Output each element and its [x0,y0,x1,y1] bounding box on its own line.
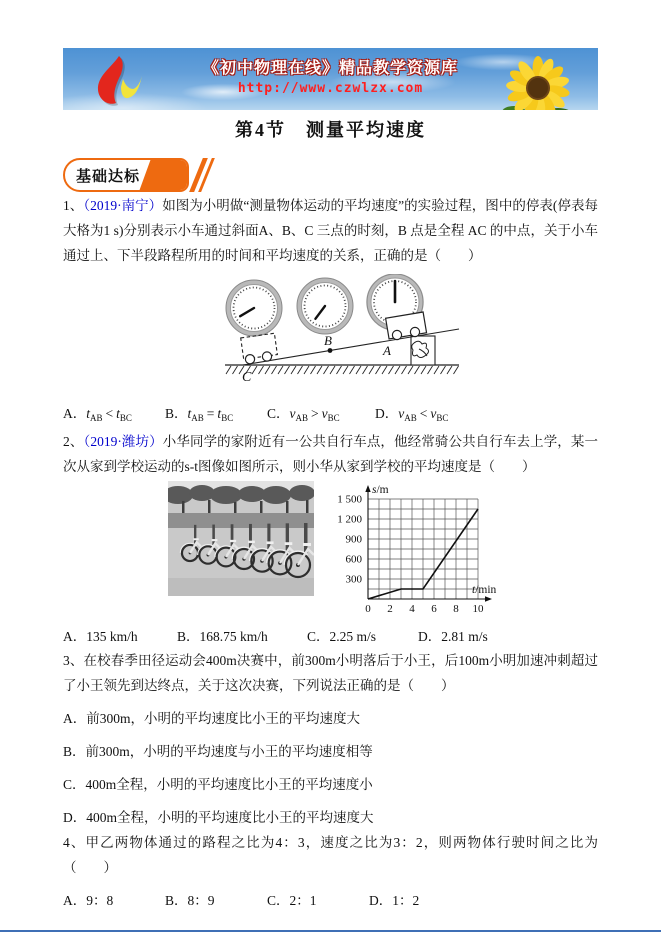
question-3-text: 在校春季田径运动会400m决赛中，前300m小明落后于小王，后100m小明加速冲刺超过了小王领先到达终点，关于这次决赛，下列说法正确的是（ ） [63,653,598,693]
cart-at-c [241,333,278,364]
option-d: D．$v_{AB} < v_{BC}$ [375,406,449,423]
section-badge [63,157,598,193]
question-3-number: 3、 [63,653,84,668]
pavement [168,578,314,596]
tree-trunk [260,501,263,515]
option-b: B．$t_{AB} = t_{BC}$ [165,406,234,423]
x-tick-label: 0 [365,603,371,615]
hedge [168,513,314,528]
y-tick-label: 900 [345,533,362,546]
badge-fill [139,158,189,192]
x-tick-label: 10 [472,603,484,615]
option-c: C．$v_{AB} > v_{BC}$ [267,406,340,423]
x-tick-label: 4 [409,603,415,615]
option-d: D．2.81 m/s [418,629,488,644]
x-tick-label: 6 [431,603,437,615]
y-axis-label: s/m [372,484,389,496]
question-2-number: 2、 [63,434,84,449]
graph-grid [368,499,478,599]
point-c-label: C [242,370,252,385]
tree [289,485,314,501]
x-axis-label: t/min [472,584,497,596]
option-b: B．8：9 [165,893,215,908]
question-4-text: 甲乙两物体通过的路程之比为4：3，速度之比为3：2，则两物体行驶时间之比为（ ） [63,835,599,875]
option-a: A．9：8 [63,893,114,908]
option-b: B．前300m，小明的平均速度与小王的平均速度相等 [63,744,373,759]
site-name: 《初中物理在线》精品教学资源库 [202,60,458,77]
tree-trunk [306,500,309,514]
option-a: A．前300m，小明的平均速度比小王的平均速度大 [63,711,360,726]
tree [210,486,242,504]
x-tick-label: 8 [453,603,459,615]
option-a: A．$t_{AB} < t_{BC}$ [63,406,132,423]
y-tick-label: 1 200 [337,513,362,526]
point-b-dot [328,348,333,353]
st-graph [326,481,501,616]
stopwatch-b-icon [297,278,353,334]
option-a: A．135 km/h [63,629,138,644]
tree-trunk [286,501,289,515]
question-1-source: （2019·南宁） [83,198,163,213]
y-tick-label: 300 [345,573,362,586]
stopwatch-c-icon [226,280,282,336]
x-tick-label: 2 [387,603,393,615]
y-tick-label: 1 500 [337,493,362,506]
question-1 [63,193,598,268]
option-d: D．1：2 [369,893,420,908]
sunflower-image [492,56,584,110]
y-tick-label: 600 [345,553,362,566]
tree-trunk [208,500,211,514]
option-d: D．400m全程，小明的平均速度比小王的平均速度大 [63,810,374,825]
question-2-source: （2019·潍坊） [83,434,163,449]
question-1-text: 如图为小明做“测量物体运动的平均速度”的实验过程，图中的停表(停表每大格为1 s)分别表示小车通过斜面A、B、C 三点的时刻，B 点是全程 AC 的中点，关于小车通过上、下半段路程所用的时间和平均速度的关系，正确的是（ ） [63,198,599,263]
site-banner [63,48,598,110]
option-c: C．400m全程，小明的平均速度比小王的平均速度小 [63,777,373,792]
question-1-number: 1、 [63,198,84,213]
bottom-divider [0,930,661,932]
point-a-label: A [383,343,391,358]
public-bikes-photo [168,481,314,596]
question-2-options [63,626,598,648]
site-url-link[interactable]: http://www.czwlzx.com [237,81,424,96]
graph-tick-labels [337,484,496,615]
question-3-options [63,706,598,830]
tree-trunk [182,501,185,515]
question-4 [63,830,598,880]
ground-hatching [226,366,459,374]
question-4-number: 4、 [63,835,86,850]
badge-pill [63,158,189,192]
badge-label: 基础达标 [76,168,141,185]
question-1-figure [223,274,598,395]
option-c: C．2：1 [267,893,317,908]
option-c: C．2.25 m/s [307,629,377,644]
question-2-text: 小华同学的家附近有一公共自行车点，他经常骑公共自行车去上学，某一次从家到学校运动的s-t图像如图所示，则小华从家到学校的平均速度是（ ） [63,434,599,474]
option-b: B．168.75 km/h [177,629,268,644]
incline-experiment-figure [223,274,463,390]
point-b-label: B [324,333,332,348]
question-4-options [63,890,598,912]
question-1-options [63,403,598,429]
question-2-figures [168,481,598,616]
question-2 [63,429,598,479]
question-3 [63,648,598,698]
page-title: 第4节 测量平均速度 [235,120,426,140]
